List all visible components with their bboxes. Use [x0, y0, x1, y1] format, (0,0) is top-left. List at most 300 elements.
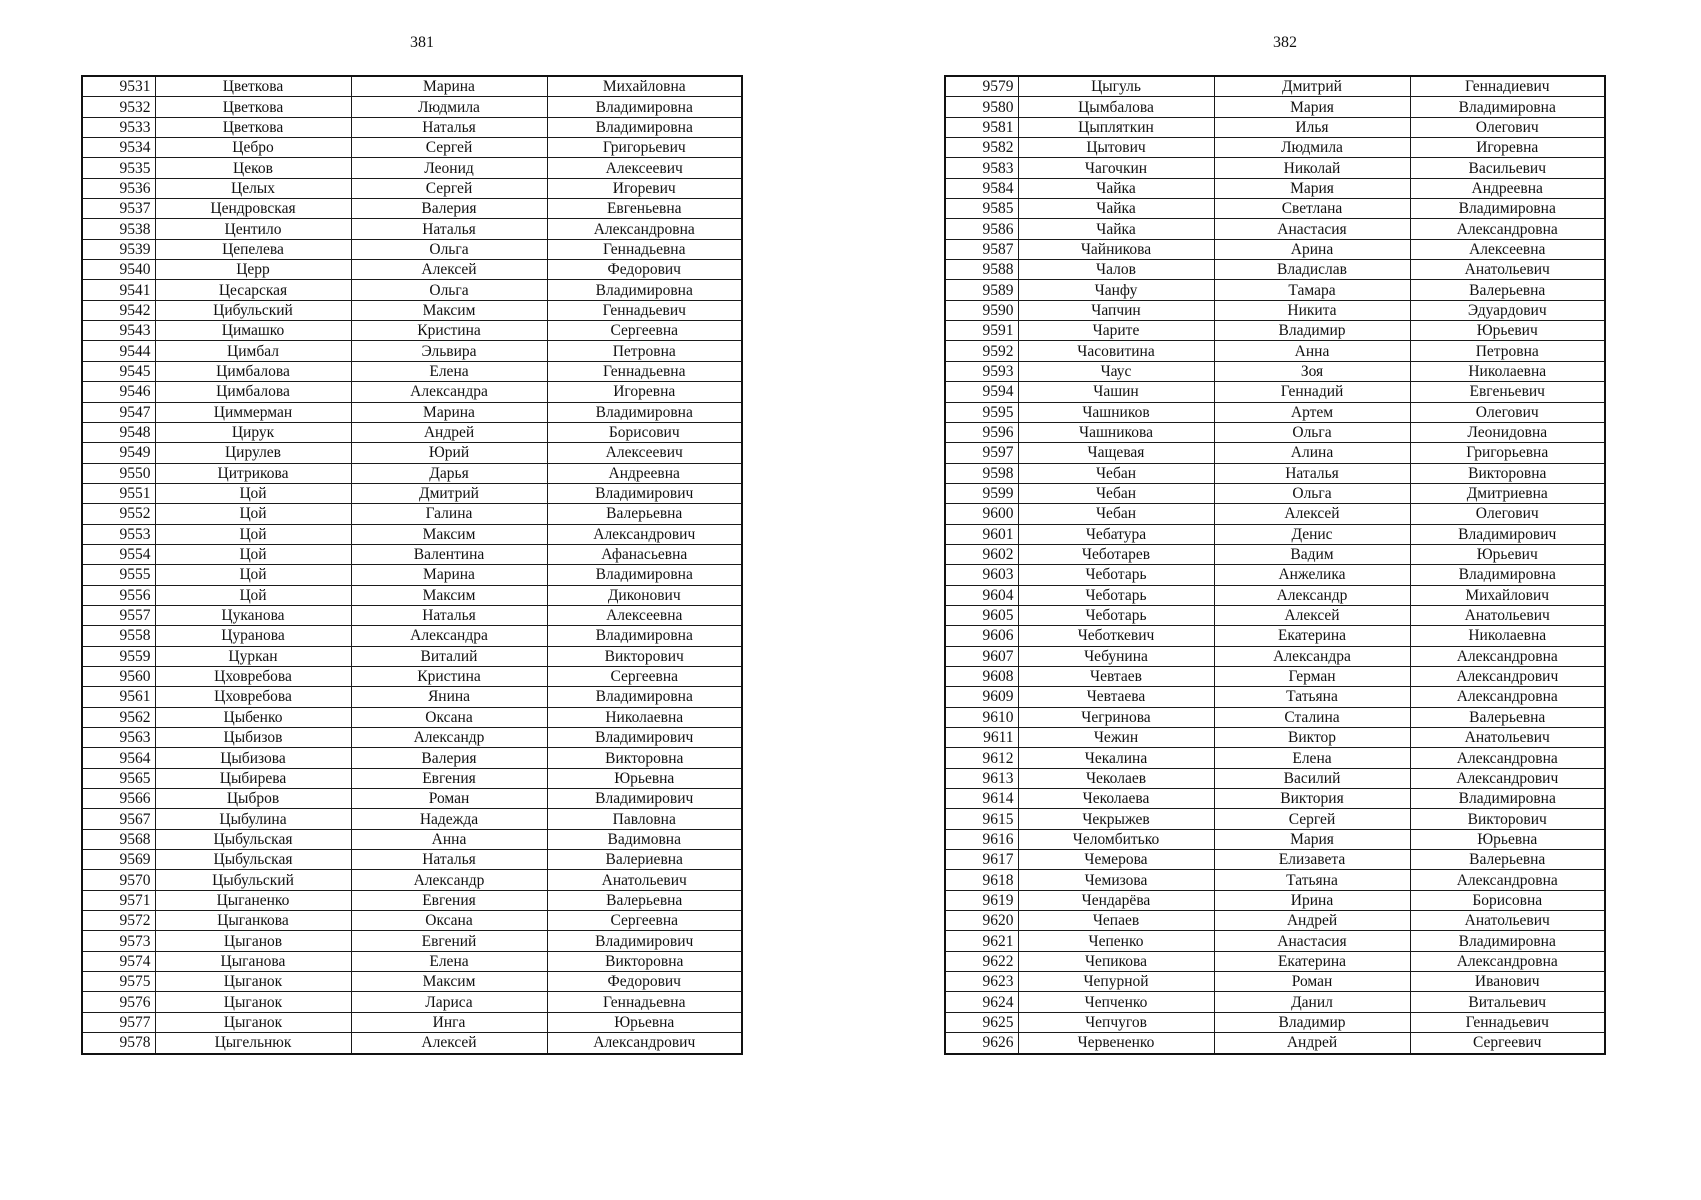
- last-name-cell: Цитрикова: [155, 463, 351, 483]
- entry-number-cell: 9569: [82, 850, 155, 870]
- patronymic-cell: Алексеевич: [547, 158, 742, 178]
- entry-number-cell: 9580: [945, 97, 1018, 117]
- table-row: [945, 870, 1605, 890]
- entry-number-cell: 9613: [945, 768, 1018, 788]
- last-name-cell: Цыганок: [155, 972, 351, 992]
- first-name-cell: Татьяна: [1214, 870, 1410, 890]
- last-name-cell: Цыбизова: [155, 748, 351, 768]
- last-name-cell: Червененко: [1018, 1033, 1214, 1054]
- first-name-cell: Максим: [351, 300, 547, 320]
- patronymic-cell: Валериевна: [547, 850, 742, 870]
- last-name-cell: Чепикова: [1018, 951, 1214, 971]
- last-name-cell: Цыганок: [155, 992, 351, 1012]
- patronymic-cell: Александровна: [1410, 687, 1605, 707]
- patronymic-cell: Александрович: [547, 524, 742, 544]
- entry-number-cell: 9593: [945, 361, 1018, 381]
- first-name-cell: Янина: [351, 687, 547, 707]
- last-name-cell: Цирулев: [155, 443, 351, 463]
- entry-number-cell: 9554: [82, 544, 155, 564]
- entry-number-cell: 9532: [82, 97, 155, 117]
- patronymic-cell: Владимировна: [547, 280, 742, 300]
- patronymic-cell: Евгеньевна: [547, 199, 742, 219]
- patronymic-cell: Анатольевич: [1410, 605, 1605, 625]
- first-name-cell: Тамара: [1214, 280, 1410, 300]
- last-name-cell: Чепенко: [1018, 931, 1214, 951]
- entry-number-cell: 9559: [82, 646, 155, 666]
- patronymic-cell: Александрович: [1410, 666, 1605, 686]
- entry-number-cell: 9578: [82, 1033, 155, 1054]
- patronymic-cell: Васильевич: [1410, 158, 1605, 178]
- entry-number-cell: 9533: [82, 117, 155, 137]
- table-row: [82, 1033, 742, 1054]
- name-table-right: [944, 75, 1606, 1055]
- patronymic-cell: Леонидовна: [1410, 422, 1605, 442]
- patronymic-cell: Владимировна: [547, 97, 742, 117]
- last-name-cell: Цыбенко: [155, 707, 351, 727]
- entry-number-cell: 9534: [82, 138, 155, 158]
- last-name-cell: Чепаев: [1018, 911, 1214, 931]
- patronymic-cell: Сергеевна: [547, 666, 742, 686]
- first-name-cell: Илья: [1214, 117, 1410, 137]
- patronymic-cell: Алексеевна: [1410, 239, 1605, 259]
- table-row: [82, 748, 742, 768]
- last-name-cell: Чеколаева: [1018, 789, 1214, 809]
- entry-number-cell: 9539: [82, 239, 155, 259]
- entry-number-cell: 9566: [82, 789, 155, 809]
- first-name-cell: Марина: [351, 76, 547, 97]
- first-name-cell: Роман: [351, 789, 547, 809]
- first-name-cell: Сталина: [1214, 707, 1410, 727]
- patronymic-cell: Геннадьевна: [547, 239, 742, 259]
- table-row: [945, 483, 1605, 503]
- first-name-cell: Максим: [351, 972, 547, 992]
- entry-number-cell: 9574: [82, 951, 155, 971]
- patronymic-cell: Игоревна: [1410, 138, 1605, 158]
- entry-number-cell: 9561: [82, 687, 155, 707]
- table-row: [945, 931, 1605, 951]
- table-row: [945, 707, 1605, 727]
- last-name-cell: Цыгуль: [1018, 76, 1214, 97]
- patronymic-cell: Викторовна: [547, 748, 742, 768]
- entry-number-cell: 9609: [945, 687, 1018, 707]
- entry-number-cell: 9615: [945, 809, 1018, 829]
- last-name-cell: Чебан: [1018, 463, 1214, 483]
- first-name-cell: Елена: [1214, 748, 1410, 768]
- entry-number-cell: 9584: [945, 178, 1018, 198]
- table-row: [82, 666, 742, 686]
- entry-number-cell: 9600: [945, 504, 1018, 524]
- patronymic-cell: Валерьевна: [547, 890, 742, 910]
- entry-number-cell: 9552: [82, 504, 155, 524]
- table-row: [82, 117, 742, 137]
- first-name-cell: Дмитрий: [351, 483, 547, 503]
- last-name-cell: Чеботарь: [1018, 605, 1214, 625]
- table-row: [945, 585, 1605, 605]
- entry-number-cell: 9594: [945, 382, 1018, 402]
- table-row: [945, 829, 1605, 849]
- entry-number-cell: 9606: [945, 626, 1018, 646]
- first-name-cell: Владимир: [1214, 1012, 1410, 1032]
- table-row: [945, 605, 1605, 625]
- patronymic-cell: Геннадьевич: [547, 300, 742, 320]
- first-name-cell: Лариса: [351, 992, 547, 1012]
- last-name-cell: Цыбизов: [155, 728, 351, 748]
- table-row: [945, 890, 1605, 910]
- last-name-cell: Чекалина: [1018, 748, 1214, 768]
- first-name-cell: Анастасия: [1214, 219, 1410, 239]
- table-row: [82, 850, 742, 870]
- first-name-cell: Ольга: [1214, 422, 1410, 442]
- first-name-cell: Никита: [1214, 300, 1410, 320]
- last-name-cell: Чепурной: [1018, 972, 1214, 992]
- last-name-cell: Цыганов: [155, 931, 351, 951]
- entry-number-cell: 9557: [82, 605, 155, 625]
- entry-number-cell: 9619: [945, 890, 1018, 910]
- last-name-cell: Цыганова: [155, 951, 351, 971]
- patronymic-cell: Викторовна: [547, 951, 742, 971]
- entry-number-cell: 9538: [82, 219, 155, 239]
- table-row: [945, 117, 1605, 137]
- entry-number-cell: 9590: [945, 300, 1018, 320]
- first-name-cell: Артем: [1214, 402, 1410, 422]
- last-name-cell: Цыбулина: [155, 809, 351, 829]
- last-name-cell: Цветкова: [155, 76, 351, 97]
- last-name-cell: Цыпляткин: [1018, 117, 1214, 137]
- patronymic-cell: Валерьевна: [547, 504, 742, 524]
- patronymic-cell: Николаевна: [1410, 361, 1605, 381]
- patronymic-cell: Игоревич: [547, 178, 742, 198]
- last-name-cell: Цыбульская: [155, 850, 351, 870]
- table-row: [945, 97, 1605, 117]
- table-row: [82, 219, 742, 239]
- patronymic-cell: Владимировна: [1410, 931, 1605, 951]
- entry-number-cell: 9547: [82, 402, 155, 422]
- first-name-cell: Евгения: [351, 768, 547, 788]
- table-row: [945, 646, 1605, 666]
- entry-number-cell: 9601: [945, 524, 1018, 544]
- table-row: [82, 646, 742, 666]
- table-row: [945, 321, 1605, 341]
- entry-number-cell: 9551: [82, 483, 155, 503]
- entry-number-cell: 9587: [945, 239, 1018, 259]
- first-name-cell: Ирина: [1214, 890, 1410, 910]
- patronymic-cell: Геннадиевич: [1410, 76, 1605, 97]
- table-row: [945, 422, 1605, 442]
- last-name-cell: Цой: [155, 524, 351, 544]
- last-name-cell: Цеков: [155, 158, 351, 178]
- patronymic-cell: Петровна: [547, 341, 742, 361]
- last-name-cell: Чашин: [1018, 382, 1214, 402]
- patronymic-cell: Игоревна: [547, 382, 742, 402]
- last-name-cell: Часовитина: [1018, 341, 1214, 361]
- patronymic-cell: Анатольевич: [547, 870, 742, 890]
- patronymic-cell: Владимировна: [1410, 97, 1605, 117]
- last-name-cell: Цымбалова: [1018, 97, 1214, 117]
- patronymic-cell: Николаевна: [1410, 626, 1605, 646]
- entry-number-cell: 9562: [82, 707, 155, 727]
- entry-number-cell: 9542: [82, 300, 155, 320]
- first-name-cell: Марина: [351, 402, 547, 422]
- last-name-cell: Цибульский: [155, 300, 351, 320]
- last-name-cell: Чепченко: [1018, 992, 1214, 1012]
- patronymic-cell: Александровна: [1410, 951, 1605, 971]
- last-name-cell: Чайникова: [1018, 239, 1214, 259]
- last-name-cell: Чепчугов: [1018, 1012, 1214, 1032]
- table-row: [945, 402, 1605, 422]
- patronymic-cell: Викторович: [1410, 809, 1605, 829]
- entry-number-cell: 9614: [945, 789, 1018, 809]
- last-name-cell: Цыганкова: [155, 911, 351, 931]
- table-row: [945, 300, 1605, 320]
- entry-number-cell: 9603: [945, 565, 1018, 585]
- first-name-cell: Алексей: [351, 1033, 547, 1054]
- table-row: [82, 158, 742, 178]
- table-row: [82, 565, 742, 585]
- entry-number-cell: 9558: [82, 626, 155, 646]
- entry-number-cell: 9544: [82, 341, 155, 361]
- last-name-cell: Цой: [155, 565, 351, 585]
- patronymic-cell: Вадимовна: [547, 829, 742, 849]
- entry-number-cell: 9553: [82, 524, 155, 544]
- first-name-cell: Екатерина: [1214, 951, 1410, 971]
- first-name-cell: Галина: [351, 504, 547, 524]
- patronymic-cell: Владимирович: [547, 789, 742, 809]
- first-name-cell: Виктор: [1214, 728, 1410, 748]
- table-row: [945, 260, 1605, 280]
- table-row: [82, 443, 742, 463]
- name-table-left: [81, 75, 743, 1055]
- first-name-cell: Евгения: [351, 890, 547, 910]
- entry-number-cell: 9556: [82, 585, 155, 605]
- table-row: [945, 748, 1605, 768]
- first-name-cell: Светлана: [1214, 199, 1410, 219]
- last-name-cell: Цытович: [1018, 138, 1214, 158]
- last-name-cell: Чащевая: [1018, 443, 1214, 463]
- patronymic-cell: Евгеньевич: [1410, 382, 1605, 402]
- patronymic-cell: Эдуардович: [1410, 300, 1605, 320]
- entry-number-cell: 9563: [82, 728, 155, 748]
- first-name-cell: Сергей: [351, 138, 547, 158]
- table-row: [82, 178, 742, 198]
- first-name-cell: Андрей: [1214, 911, 1410, 931]
- table-row: [82, 524, 742, 544]
- patronymic-cell: Афанасьевна: [547, 544, 742, 564]
- last-name-cell: Цыбульский: [155, 870, 351, 890]
- last-name-cell: Челомбитько: [1018, 829, 1214, 849]
- entry-number-cell: 9586: [945, 219, 1018, 239]
- last-name-cell: Цыгельнюк: [155, 1033, 351, 1054]
- last-name-cell: Цесарская: [155, 280, 351, 300]
- table-row: [82, 76, 742, 97]
- first-name-cell: Мария: [1214, 178, 1410, 198]
- entry-number-cell: 9618: [945, 870, 1018, 890]
- patronymic-cell: Витальевич: [1410, 992, 1605, 1012]
- patronymic-cell: Владимировна: [547, 687, 742, 707]
- last-name-cell: Чевтаев: [1018, 666, 1214, 686]
- patronymic-cell: Владимировна: [547, 402, 742, 422]
- last-name-cell: Цой: [155, 585, 351, 605]
- table-row: [82, 422, 742, 442]
- first-name-cell: Татьяна: [1214, 687, 1410, 707]
- table-row: [82, 972, 742, 992]
- table-row: [945, 1012, 1605, 1032]
- table-row: [82, 97, 742, 117]
- first-name-cell: Дарья: [351, 463, 547, 483]
- table-row: [82, 361, 742, 381]
- first-name-cell: Александра: [351, 626, 547, 646]
- table-row: [945, 666, 1605, 686]
- entry-number-cell: 9535: [82, 158, 155, 178]
- first-name-cell: Владимир: [1214, 321, 1410, 341]
- last-name-cell: Цховребова: [155, 666, 351, 686]
- patronymic-cell: Владимировна: [1410, 199, 1605, 219]
- patronymic-cell: Борисович: [547, 422, 742, 442]
- first-name-cell: Валентина: [351, 544, 547, 564]
- table-row: [945, 524, 1605, 544]
- first-name-cell: Анжелика: [1214, 565, 1410, 585]
- first-name-cell: Наталья: [351, 850, 547, 870]
- first-name-cell: Зоя: [1214, 361, 1410, 381]
- first-name-cell: Анна: [351, 829, 547, 849]
- entry-number-cell: 9598: [945, 463, 1018, 483]
- last-name-cell: Чемизова: [1018, 870, 1214, 890]
- entry-number-cell: 9567: [82, 809, 155, 829]
- first-name-cell: Елена: [351, 951, 547, 971]
- table-row: [945, 76, 1605, 97]
- first-name-cell: Анна: [1214, 341, 1410, 361]
- patronymic-cell: Диконович: [547, 585, 742, 605]
- entry-number-cell: 9546: [82, 382, 155, 402]
- last-name-cell: Цепелева: [155, 239, 351, 259]
- table-row: [945, 138, 1605, 158]
- last-name-cell: Чалов: [1018, 260, 1214, 280]
- table-row: [945, 199, 1605, 219]
- first-name-cell: Кристина: [351, 321, 547, 341]
- first-name-cell: Виталий: [351, 646, 547, 666]
- first-name-cell: Валерия: [351, 748, 547, 768]
- last-name-cell: Чаус: [1018, 361, 1214, 381]
- patronymic-cell: Николаевна: [547, 707, 742, 727]
- table-row: [82, 382, 742, 402]
- last-name-cell: Цховребова: [155, 687, 351, 707]
- entry-number-cell: 9626: [945, 1033, 1018, 1054]
- table-row: [945, 158, 1605, 178]
- entry-number-cell: 9573: [82, 931, 155, 951]
- first-name-cell: Оксана: [351, 911, 547, 931]
- table-row: [945, 178, 1605, 198]
- entry-number-cell: 9555: [82, 565, 155, 585]
- entry-number-cell: 9583: [945, 158, 1018, 178]
- patronymic-cell: Иванович: [1410, 972, 1605, 992]
- table-row: [945, 972, 1605, 992]
- first-name-cell: Алина: [1214, 443, 1410, 463]
- last-name-cell: Цирук: [155, 422, 351, 442]
- table-row: [945, 911, 1605, 931]
- entry-number-cell: 9581: [945, 117, 1018, 137]
- first-name-cell: Надежда: [351, 809, 547, 829]
- table-row: [82, 870, 742, 890]
- patronymic-cell: Алексеевна: [547, 605, 742, 625]
- entry-number-cell: 9616: [945, 829, 1018, 849]
- last-name-cell: Цой: [155, 544, 351, 564]
- last-name-cell: Центило: [155, 219, 351, 239]
- last-name-cell: Цебро: [155, 138, 351, 158]
- table-row: [945, 1033, 1605, 1054]
- first-name-cell: Эльвира: [351, 341, 547, 361]
- entry-number-cell: 9621: [945, 931, 1018, 951]
- table-row: [82, 138, 742, 158]
- name-table-right-body: [945, 76, 1605, 1054]
- table-row: [945, 992, 1605, 1012]
- entry-number-cell: 9531: [82, 76, 155, 97]
- first-name-cell: Александр: [351, 728, 547, 748]
- first-name-cell: Сергей: [351, 178, 547, 198]
- first-name-cell: Александра: [351, 382, 547, 402]
- entry-number-cell: 9588: [945, 260, 1018, 280]
- entry-number-cell: 9564: [82, 748, 155, 768]
- table-row: [82, 687, 742, 707]
- table-row: [82, 707, 742, 727]
- table-row: [82, 931, 742, 951]
- last-name-cell: Цветкова: [155, 97, 351, 117]
- first-name-cell: Елизавета: [1214, 850, 1410, 870]
- table-row: [82, 890, 742, 910]
- entry-number-cell: 9550: [82, 463, 155, 483]
- last-name-cell: Цуркан: [155, 646, 351, 666]
- table-row: [82, 239, 742, 259]
- patronymic-cell: Александровна: [1410, 748, 1605, 768]
- patronymic-cell: Олегович: [1410, 504, 1605, 524]
- last-name-cell: Чапчин: [1018, 300, 1214, 320]
- table-row: [945, 789, 1605, 809]
- entry-number-cell: 9604: [945, 585, 1018, 605]
- last-name-cell: Целых: [155, 178, 351, 198]
- entry-number-cell: 9585: [945, 199, 1018, 219]
- patronymic-cell: Валерьевна: [1410, 707, 1605, 727]
- entry-number-cell: 9620: [945, 911, 1018, 931]
- table-row: [945, 341, 1605, 361]
- patronymic-cell: Олегович: [1410, 117, 1605, 137]
- patronymic-cell: Александровна: [1410, 870, 1605, 890]
- entry-number-cell: 9579: [945, 76, 1018, 97]
- patronymic-cell: Владимировна: [547, 565, 742, 585]
- table-row: [945, 565, 1605, 585]
- last-name-cell: Чагочкин: [1018, 158, 1214, 178]
- patronymic-cell: Михайловна: [547, 76, 742, 97]
- last-name-cell: Чанфу: [1018, 280, 1214, 300]
- table-row: [82, 463, 742, 483]
- page-number-right: 382: [1273, 34, 1297, 51]
- entry-number-cell: 9549: [82, 443, 155, 463]
- first-name-cell: Данил: [1214, 992, 1410, 1012]
- table-row: [82, 585, 742, 605]
- first-name-cell: Денис: [1214, 524, 1410, 544]
- first-name-cell: Александр: [351, 870, 547, 890]
- table-row: [945, 280, 1605, 300]
- table-row: [945, 951, 1605, 971]
- entry-number-cell: 9565: [82, 768, 155, 788]
- last-name-cell: Чендарёва: [1018, 890, 1214, 910]
- patronymic-cell: Юрьевна: [547, 768, 742, 788]
- last-name-cell: Цендровская: [155, 199, 351, 219]
- first-name-cell: Виктория: [1214, 789, 1410, 809]
- patronymic-cell: Андреевна: [1410, 178, 1605, 198]
- patronymic-cell: Михайлович: [1410, 585, 1605, 605]
- patronymic-cell: Юрьевна: [1410, 829, 1605, 849]
- last-name-cell: Циммерман: [155, 402, 351, 422]
- last-name-cell: Цуканова: [155, 605, 351, 625]
- name-table-left-body: [82, 76, 742, 1054]
